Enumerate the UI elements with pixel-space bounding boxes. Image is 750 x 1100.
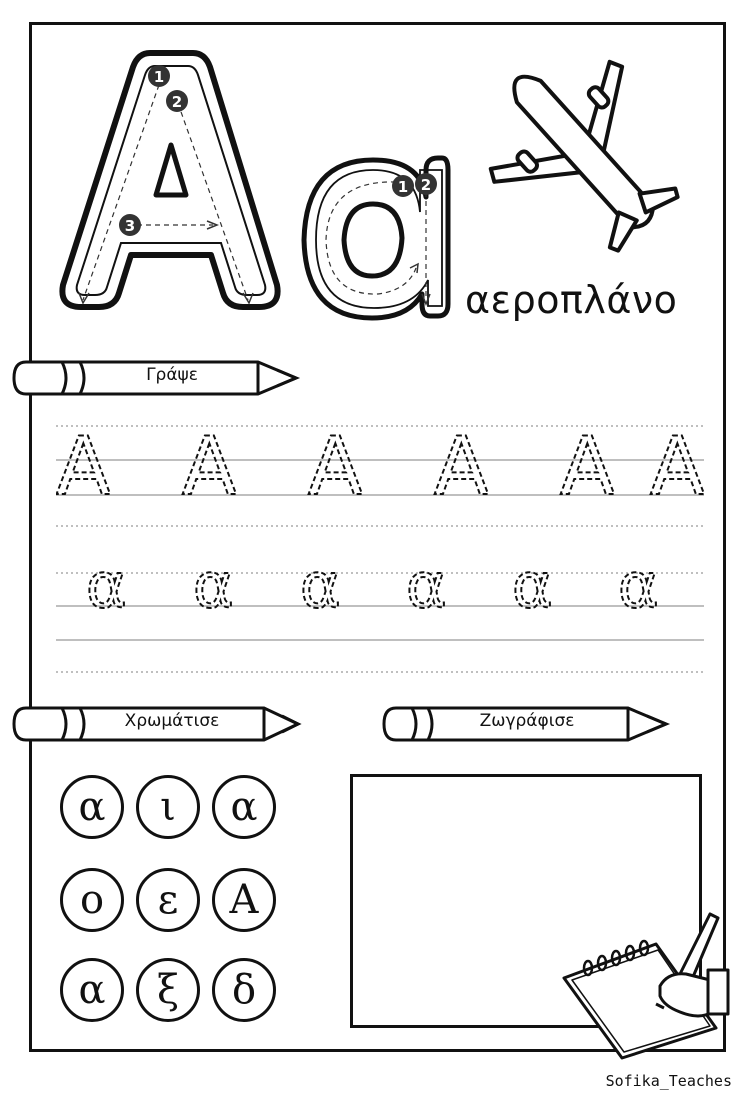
trace-upper-3: Α [308,420,363,508]
stroke-number-3: 3 [124,217,136,235]
stroke-number-1: 1 [397,178,409,196]
trace-lower-6: α [618,555,659,622]
airplane-icon [465,42,705,267]
lowercase-letter-trace [298,152,453,322]
color-circle[interactable]: ο [60,868,124,932]
trace-upper-6: Α [650,420,705,508]
tracing-row-lower [56,555,706,635]
stroke-number-1: 1 [153,68,165,86]
trace-lower-5: α [512,555,553,622]
notebook-pencil-icon [560,908,732,1060]
color-circle[interactable]: α [60,958,124,1022]
section-label-write [12,358,302,398]
color-label: Χρωμάτισε [124,711,220,731]
trace-lower-1: α [86,555,127,622]
trace-upper-1: Α [56,420,111,508]
color-circle[interactable]: ε [136,868,200,932]
section-label-color [12,704,302,744]
section-label-draw [382,704,672,744]
color-circle[interactable]: Α [212,868,276,932]
trace-upper-2: Α [182,420,237,508]
color-circle[interactable]: ι [136,775,200,839]
color-circle[interactable]: α [212,775,276,839]
draw-label: Ζωγράφισε [479,711,575,731]
tracing-row-upper [56,418,706,508]
stroke-number-2: 2 [171,93,183,111]
trace-lower-2: α [193,555,234,622]
color-circle[interactable]: δ [212,958,276,1022]
stroke-number-2: 2 [420,176,432,194]
write-label: Γράψε [146,365,198,385]
color-circle[interactable]: ξ [136,958,200,1022]
trace-upper-5: Α [560,420,615,508]
trace-lower-3: α [300,555,341,622]
trace-upper-4: Α [434,420,489,508]
color-circle[interactable]: α [60,775,124,839]
uppercase-letter-trace [55,45,285,320]
author-credit: Sofika_Teaches [605,1072,732,1090]
picture-word: αεροπλάνο [465,278,678,322]
trace-lower-4: α [406,555,447,622]
